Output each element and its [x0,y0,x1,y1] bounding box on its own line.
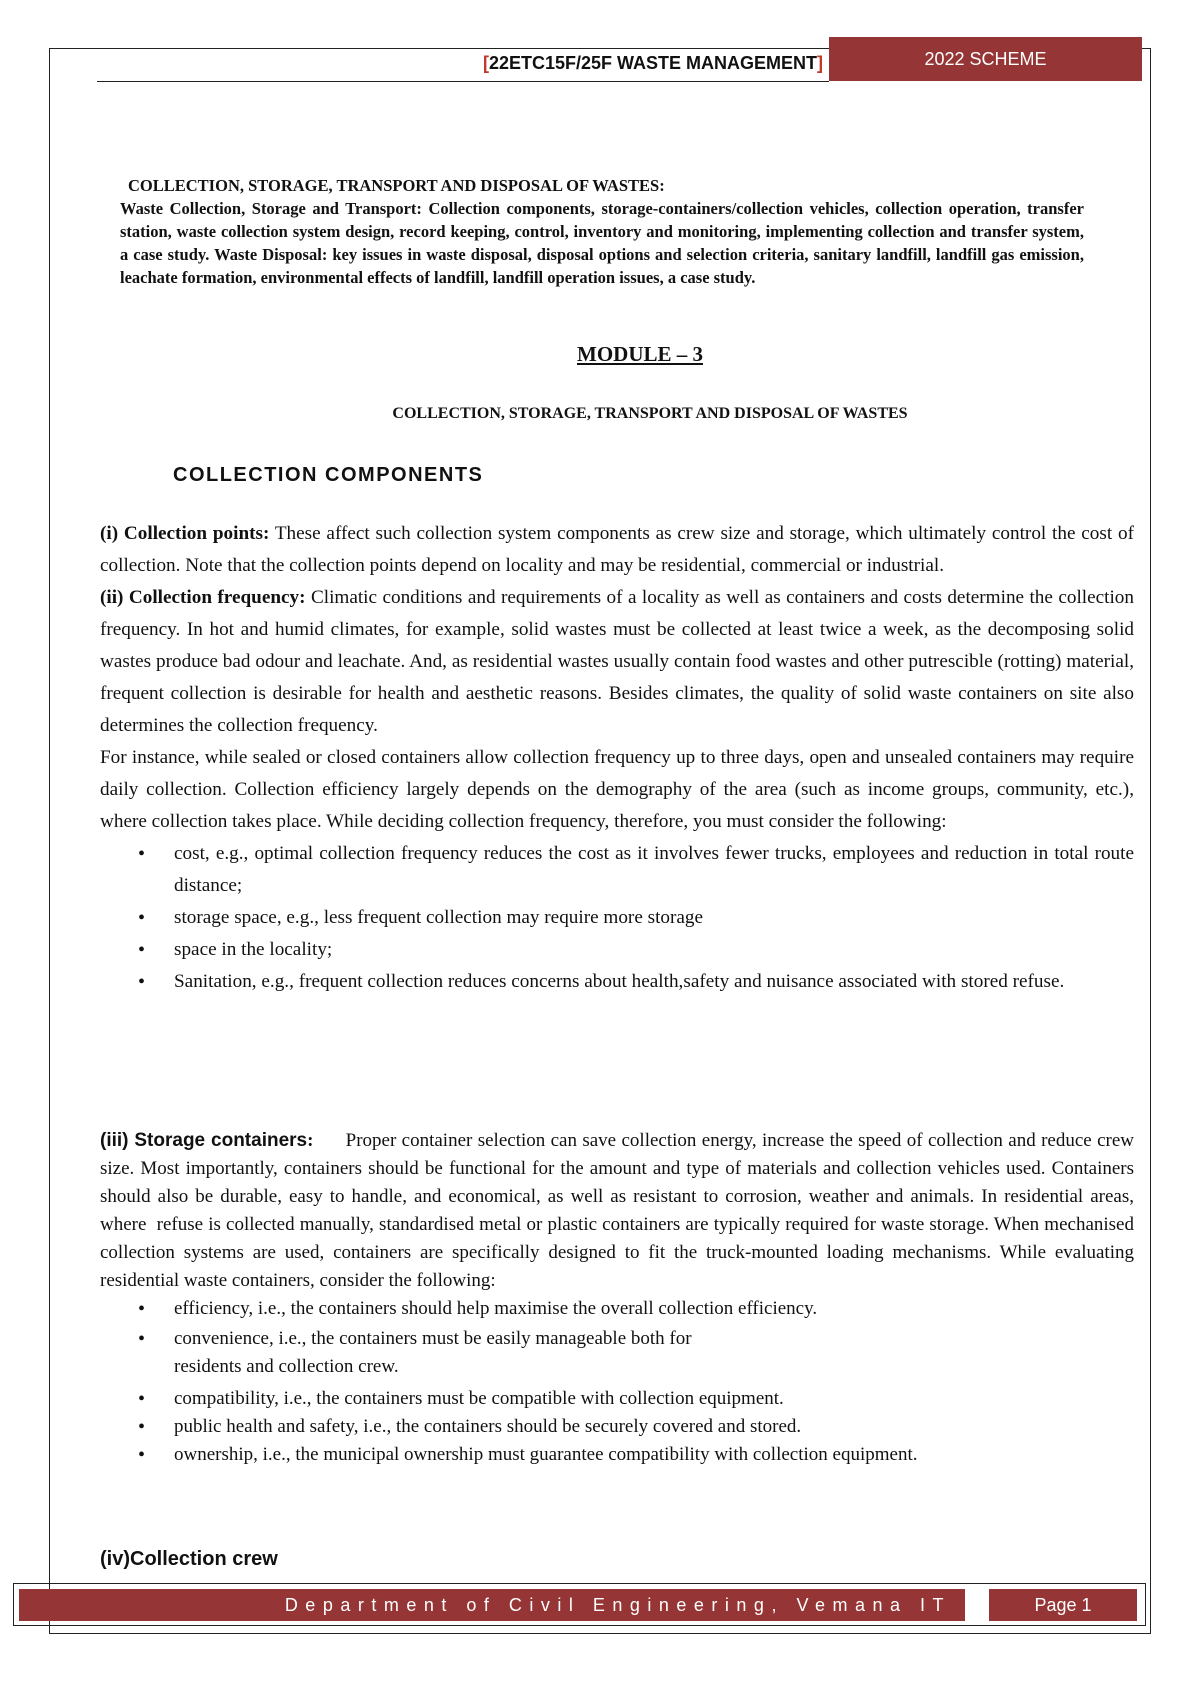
scheme-badge: 2022 SCHEME [829,37,1142,81]
collection-frequency-text: Climatic conditions and requirements of a locality as well as containers and costs determine the collection frequency. In hot and humid climates, for example, solid wastes must be collected at least twice a week, as the decomposing solid wastes produce bad odour and leachate. And, as residential wastes usually contain food wastes and other putrescible (rotting) material, frequent collection is desirable for health and aesthetic reasons. Besides climates, the quality of solid waste containers on site also determines the collection frequency. [100,587,1134,736]
paragraph-collection-frequency [100,582,1134,742]
header-course-bar [97,48,829,82]
syllabus-block [120,174,1084,289]
bracket-close: ] [817,53,823,73]
bracket-open: [ [482,53,489,73]
course-title [483,53,823,73]
storage-containers-colon: : [307,1130,314,1151]
course-name: 22ETC15F/25F WASTE MANAGEMENT [488,53,817,73]
container-considerations-list [100,1295,1134,1469]
list-item: • efficiency, i.e., the containers should help maximise the overall collection efficiency. [100,1295,1134,1323]
paragraph-instance: For instance, while sealed or closed containers allow collection frequency up to three days, open and unsealed containers may require daily collection. Collection efficiency largely depends on the demography of the area (such as income groups, community, etc.), where collection takes place. While deciding collection frequency, therefore, you must consider the following: [100,747,1134,832]
frequency-considerations-list [100,838,1134,998]
syllabus-heading: COLLECTION, STORAGE, TRANSPORT AND DISPOSAL OF WASTES: [128,176,665,195]
footer-department: Department of Civil Engineering, Vemana IT [19,1589,965,1621]
list-item [100,1325,1134,1381]
collection-crew-heading: (iv)Collection crew [100,1548,278,1570]
collection-frequency-label: (ii) Collection frequency: [100,587,306,608]
syllabus-text: Waste Collection, Storage and Transport: Collection components, storage-containers/collection vehicles, collection operation, transfer station, waste collection system design, record keeping, control, inventory and monitoring, implementing collection and transfer system, a case study. Waste Disposal: key issues in waste disposal, disposal options and selection criteria, sanitary landfill, landfill gas emission, leachate formation, environmental effects of landfill, landfill operation issues, a case study. [120,199,1084,287]
storage-containers-label: (iii) Storage containers [100,1130,308,1151]
collection-points-text: These affect such collection system components as crew size and storage, which ultimately control the cost of collection. Note that the collection points depend on locality and may be residential, commercial or industrial. [100,523,1134,576]
module-subtitle: COLLECTION, STORAGE, TRANSPORT AND DISPOSAL OF WASTES [392,405,908,422]
list-item-text: convenience, i.e., the containers must be easily manageable both for [174,1328,692,1349]
list-item: • cost, e.g., optimal collection frequency reduces the cost as it involves fewer trucks, employees and reduction in total route distance; [100,838,1134,902]
paragraph-collection-points [100,518,1134,582]
footer-page-number: Page 1 [989,1589,1137,1621]
list-item: • compatibility, i.e., the containers must be compatible with collection equipment. [100,1385,1134,1413]
paragraph-storage-containers [100,1127,1139,1295]
footer [13,1583,1146,1626]
list-item: • public health and safety, i.e., the containers should be securely covered and stored. [100,1413,1134,1441]
collection-points-label: (i) Collection points: [100,523,270,544]
module-title: MODULE – 3 [577,342,703,366]
section-title: COLLECTION COMPONENTS [173,464,484,486]
list-item-continuation: residents and collection crew. [174,1356,399,1377]
list-item: • space in the locality; [100,934,1134,966]
storage-containers-text: Proper container selection can save collection energy, increase the speed of collection and reduce crew size. Most importantly, containers should be functional for the amount and type of materials and collection vehicles used. Containers should also be durable, easy to handle, and economical, as well as resistant to corrosion, weather and animals. In residential areas, where refuse is collected manually, standardised metal or plastic containers are typically required for waste storage. When mechanised collection systems are used, containers are specifically designed to fit the truck-mounted loading mechanisms. While evaluating residential waste containers, consider the following: [100,1130,1139,1291]
list-item: • storage space, e.g., less frequent collection may require more storage [100,902,1134,934]
storage-containers-body [100,1127,1139,1469]
list-item: • Sanitation, e.g., frequent collection reduces concerns about health,safety and nuisance associated with stored refuse. [100,966,1134,998]
list-item: • ownership, i.e., the municipal ownership must guarantee compatibility with collection equipment. [100,1441,1134,1469]
main-body [100,518,1134,998]
